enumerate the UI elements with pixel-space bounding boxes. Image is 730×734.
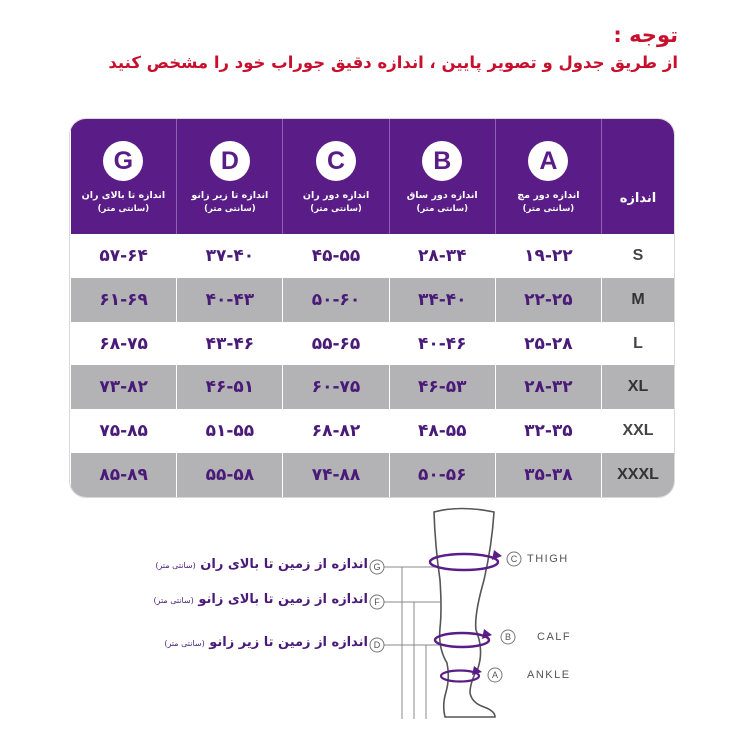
marker-d-letter: D xyxy=(373,640,381,650)
value-cell: ۵۰-۵۶ xyxy=(389,453,495,497)
measure-label-f xyxy=(153,592,368,607)
measure-unit-f: (سانتی متر) xyxy=(153,596,194,605)
letter-badge-a: A xyxy=(528,141,568,181)
size-header-label: اندازه xyxy=(619,191,657,206)
table-row xyxy=(71,365,675,409)
measure-unit-d: (سانتی متر) xyxy=(164,639,205,648)
value-cell: ۳۴-۴۰ xyxy=(389,278,495,322)
thigh-label: THIGH xyxy=(527,553,569,565)
value-cell: ۶۰-۷۵ xyxy=(283,365,389,409)
value-cell: ۳۵-۳۸ xyxy=(495,453,601,497)
ankle-label: ANKLE xyxy=(527,669,571,681)
column-header-a xyxy=(495,119,601,234)
column-label-b: اندازه دور ساق xyxy=(406,190,478,201)
value-cell: ۸۵-۸۹ xyxy=(71,453,177,497)
notice xyxy=(38,20,678,76)
table-row xyxy=(71,234,675,278)
calf-label: CALF xyxy=(537,631,572,643)
column-header-size xyxy=(602,119,675,234)
value-cell: ۴۳-۴۶ xyxy=(177,322,283,366)
size-cell: M xyxy=(602,278,675,322)
column-label-a: اندازه دور مچ xyxy=(517,190,580,201)
value-cell: ۵۱-۵۵ xyxy=(177,409,283,453)
size-cell: XXL xyxy=(602,409,675,453)
value-cell: ۵۰-۶۰ xyxy=(283,278,389,322)
value-cell: ۷۳-۸۲ xyxy=(71,365,177,409)
leg-illustration xyxy=(0,500,730,730)
column-header-b xyxy=(389,119,495,234)
marker-g-letter: G xyxy=(373,562,381,572)
column-label-g: اندازه تا بالای ران xyxy=(81,190,166,201)
marker-f-letter: F xyxy=(374,597,380,607)
measure-text-d: اندازه از زمین تا زیر زانو xyxy=(209,635,368,650)
value-cell: ۶۸-۷۵ xyxy=(71,322,177,366)
letter-badge-b: B xyxy=(422,141,462,181)
letter-badge-g: G xyxy=(103,141,143,181)
table-row xyxy=(71,278,675,322)
value-cell: ۲۸-۳۴ xyxy=(389,234,495,278)
column-unit-a: (سانتی متر) xyxy=(522,204,575,214)
marker-a-letter: A xyxy=(491,670,499,680)
value-cell: ۷۵-۸۵ xyxy=(71,409,177,453)
measure-text-g: اندازه از زمین تا بالای ران xyxy=(200,557,368,572)
column-unit-g: (سانتی متر) xyxy=(97,204,150,214)
measure-text-f: اندازه از زمین تا بالای زانو xyxy=(198,592,368,607)
column-unit-c: (سانتی متر) xyxy=(310,204,362,214)
value-cell: ۷۴-۸۸ xyxy=(283,453,389,497)
column-unit-d: (سانتی متر) xyxy=(204,204,256,214)
value-cell: ۴۶-۵۱ xyxy=(177,365,283,409)
value-cell: ۵۵-۶۵ xyxy=(283,322,389,366)
measure-label-g xyxy=(155,557,368,572)
value-cell: ۴۸-۵۵ xyxy=(389,409,495,453)
value-cell: ۲۸-۳۲ xyxy=(495,365,601,409)
value-cell: ۲۲-۲۵ xyxy=(495,278,601,322)
size-cell: XXXL xyxy=(602,453,675,497)
size-cell: S xyxy=(602,234,675,278)
column-header-g xyxy=(71,119,177,234)
column-header-d xyxy=(177,119,283,234)
column-label-c: اندازه دور ران xyxy=(302,190,370,201)
value-cell: ۳۲-۳۵ xyxy=(495,409,601,453)
value-cell: ۴۰-۴۶ xyxy=(389,322,495,366)
table-header-row xyxy=(71,119,675,234)
size-cell: L xyxy=(602,322,675,366)
value-cell: ۳۷-۴۰ xyxy=(177,234,283,278)
table-row xyxy=(71,409,675,453)
leg-diagram xyxy=(0,500,730,730)
column-label-d: اندازه تا زیر زانو xyxy=(191,190,269,201)
leg-outline xyxy=(434,509,495,718)
letter-badge-c: C xyxy=(316,141,356,181)
value-cell: ۴۵-۵۵ xyxy=(283,234,389,278)
measure-unit-g: (سانتی متر) xyxy=(155,561,196,570)
value-cell: ۵۵-۵۸ xyxy=(177,453,283,497)
table-row xyxy=(71,453,675,497)
value-cell: ۱۹-۲۲ xyxy=(495,234,601,278)
notice-text: از طریق جدول و تصویر پایین ، اندازه دقیق جوراب خود را مشخص کنید xyxy=(108,53,678,72)
size-table-grid xyxy=(70,119,674,497)
value-cell: ۴۰-۴۳ xyxy=(177,278,283,322)
value-cell: ۵۷-۶۴ xyxy=(71,234,177,278)
value-cell: ۶۱-۶۹ xyxy=(71,278,177,322)
size-cell: XL xyxy=(602,365,675,409)
value-cell: ۲۵-۲۸ xyxy=(495,322,601,366)
size-table xyxy=(70,119,674,497)
letter-badge-d: D xyxy=(210,141,250,181)
measure-label-d xyxy=(164,635,368,650)
value-cell: ۶۸-۸۲ xyxy=(283,409,389,453)
notice-title: توجه : xyxy=(613,23,678,47)
marker-b-letter: B xyxy=(504,632,512,642)
value-cell: ۴۶-۵۳ xyxy=(389,365,495,409)
table-row xyxy=(71,322,675,366)
column-unit-b: (سانتی متر) xyxy=(416,204,468,214)
column-header-c xyxy=(283,119,389,234)
marker-c-letter: C xyxy=(510,554,518,564)
